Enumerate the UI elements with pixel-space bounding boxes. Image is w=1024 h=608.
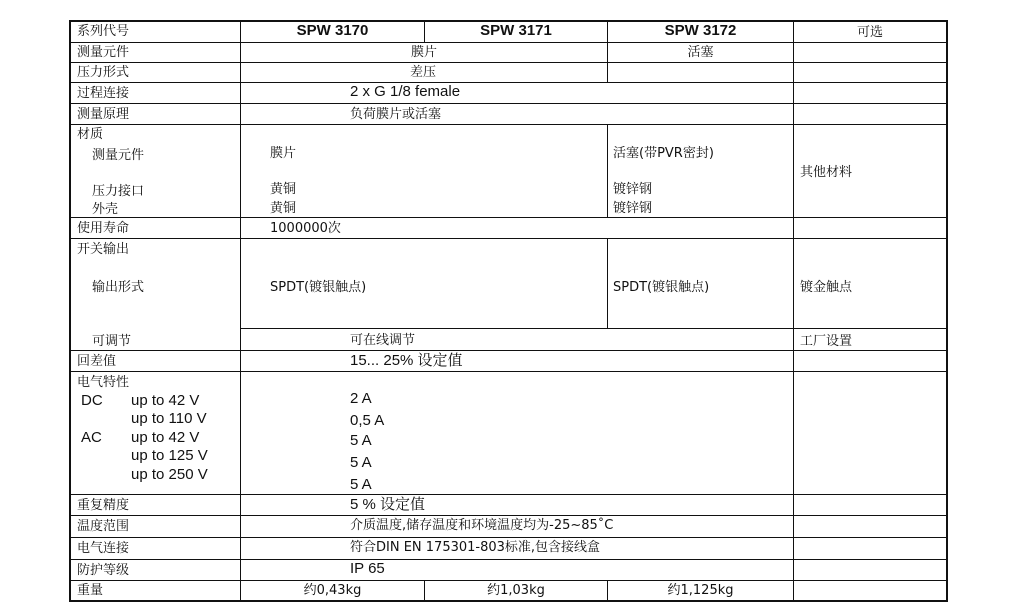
current-type: DC <box>81 392 103 409</box>
sub-label: 外壳 <box>92 202 119 217</box>
voltage-range: up to 42 V <box>131 392 200 409</box>
row-divider <box>69 580 947 581</box>
row-divider <box>69 559 947 560</box>
row-label: 回差值 <box>77 354 117 369</box>
cell-value: 2 x G 1/8 female <box>350 83 461 100</box>
row-divider <box>69 238 947 239</box>
row-label: 重复精度 <box>77 498 130 513</box>
cell-value: 15... 25% 设定值 <box>350 352 463 369</box>
row-divider <box>69 124 947 125</box>
col-divider <box>607 238 608 329</box>
row-label: 温度范围 <box>77 519 130 534</box>
cell-value: IP 65 <box>350 560 385 577</box>
row-label: 过程连接 <box>77 86 130 101</box>
current-value: 0,5 A <box>350 412 385 429</box>
sub-label: 输出形式 <box>92 280 145 295</box>
row-divider <box>69 82 947 83</box>
row-divider <box>69 217 947 218</box>
row-label: 开关输出 <box>77 242 130 257</box>
voltage-range: up to 250 V <box>131 466 208 483</box>
sub-label: 可调节 <box>92 334 132 349</box>
header-optional: 可选 <box>856 25 883 40</box>
border-bottom <box>69 600 947 602</box>
voltage-range: up to 42 V <box>131 429 200 446</box>
row-divider <box>69 62 947 63</box>
row-label: 电气连接 <box>77 541 130 556</box>
sub-label: 压力接口 <box>92 184 145 199</box>
row-divider <box>69 371 947 372</box>
header-label: 系列代号 <box>77 24 130 39</box>
weight-value: 约1,125kg <box>667 583 734 598</box>
col-divider <box>607 124 608 218</box>
cell-value: 可在线调节 <box>350 333 416 348</box>
current-value: 5 A <box>350 432 372 449</box>
weight-value: 约1,03kg <box>487 583 545 598</box>
row-divider <box>69 350 947 351</box>
cell-optional: 工厂设置 <box>800 334 853 349</box>
row-label: 测量原理 <box>77 107 130 122</box>
current-value: 5 A <box>350 454 372 471</box>
cell-value: 差压 <box>410 65 437 80</box>
row-divider <box>69 103 947 104</box>
voltage-range: up to 110 V <box>131 410 207 427</box>
cell-value: 介质温度,储存温度和环境温度均为-25~85˚C <box>350 518 614 533</box>
cell-value: 镀锌钢 <box>613 201 653 216</box>
col-divider <box>240 20 241 602</box>
row-divider <box>69 537 947 538</box>
cell-optional: 其他材料 <box>800 165 853 180</box>
row-divider <box>240 328 947 329</box>
row-label: 材质 <box>77 127 104 142</box>
cell-value: 负荷膜片或活塞 <box>350 107 442 122</box>
row-divider <box>69 42 947 43</box>
cell-value: 膜片 <box>270 146 297 161</box>
current-value: 2 A <box>350 390 372 407</box>
row-divider <box>69 494 947 495</box>
row-label: 使用寿命 <box>77 221 130 236</box>
header-model: SPW 3171 <box>480 22 552 39</box>
sub-label: 测量元件 <box>92 148 145 163</box>
border-right <box>946 20 948 602</box>
row-divider <box>69 515 947 516</box>
row-label: 压力形式 <box>77 65 130 80</box>
col-divider <box>793 20 794 602</box>
weight-value: 约0,43kg <box>303 583 362 598</box>
cell-value: 膜片 <box>410 45 437 60</box>
current-type: AC <box>81 429 102 446</box>
cell-value: 活塞 <box>687 45 714 60</box>
cell-value: 镀锌钢 <box>613 182 653 197</box>
current-value: 5 A <box>350 476 372 493</box>
cell-value: 黄铜 <box>270 182 297 197</box>
cell-optional: 镀金触点 <box>800 280 853 295</box>
cell-value: SPDT(镀银触点) <box>613 280 710 295</box>
cell-value: SPDT(镀银触点) <box>270 280 367 295</box>
cell-value: 1000000次 <box>270 221 341 236</box>
cell-value: 活塞(带PVR密封) <box>613 146 714 161</box>
cell-value: 5 % 设定值 <box>350 496 426 513</box>
row-label: 重量 <box>77 583 104 598</box>
cell-value: 符合DIN EN 175301-803标准,包含接线盒 <box>350 540 601 555</box>
header-model: SPW 3172 <box>664 22 737 39</box>
row-label: 防护等级 <box>77 563 130 578</box>
cell-value: 黄铜 <box>270 201 297 216</box>
voltage-range: up to 125 V <box>131 447 208 464</box>
row-label: 测量元件 <box>77 45 130 60</box>
row-label: 电气特性 <box>77 375 130 390</box>
header-model: SPW 3170 <box>296 22 369 39</box>
border-left <box>69 20 71 602</box>
